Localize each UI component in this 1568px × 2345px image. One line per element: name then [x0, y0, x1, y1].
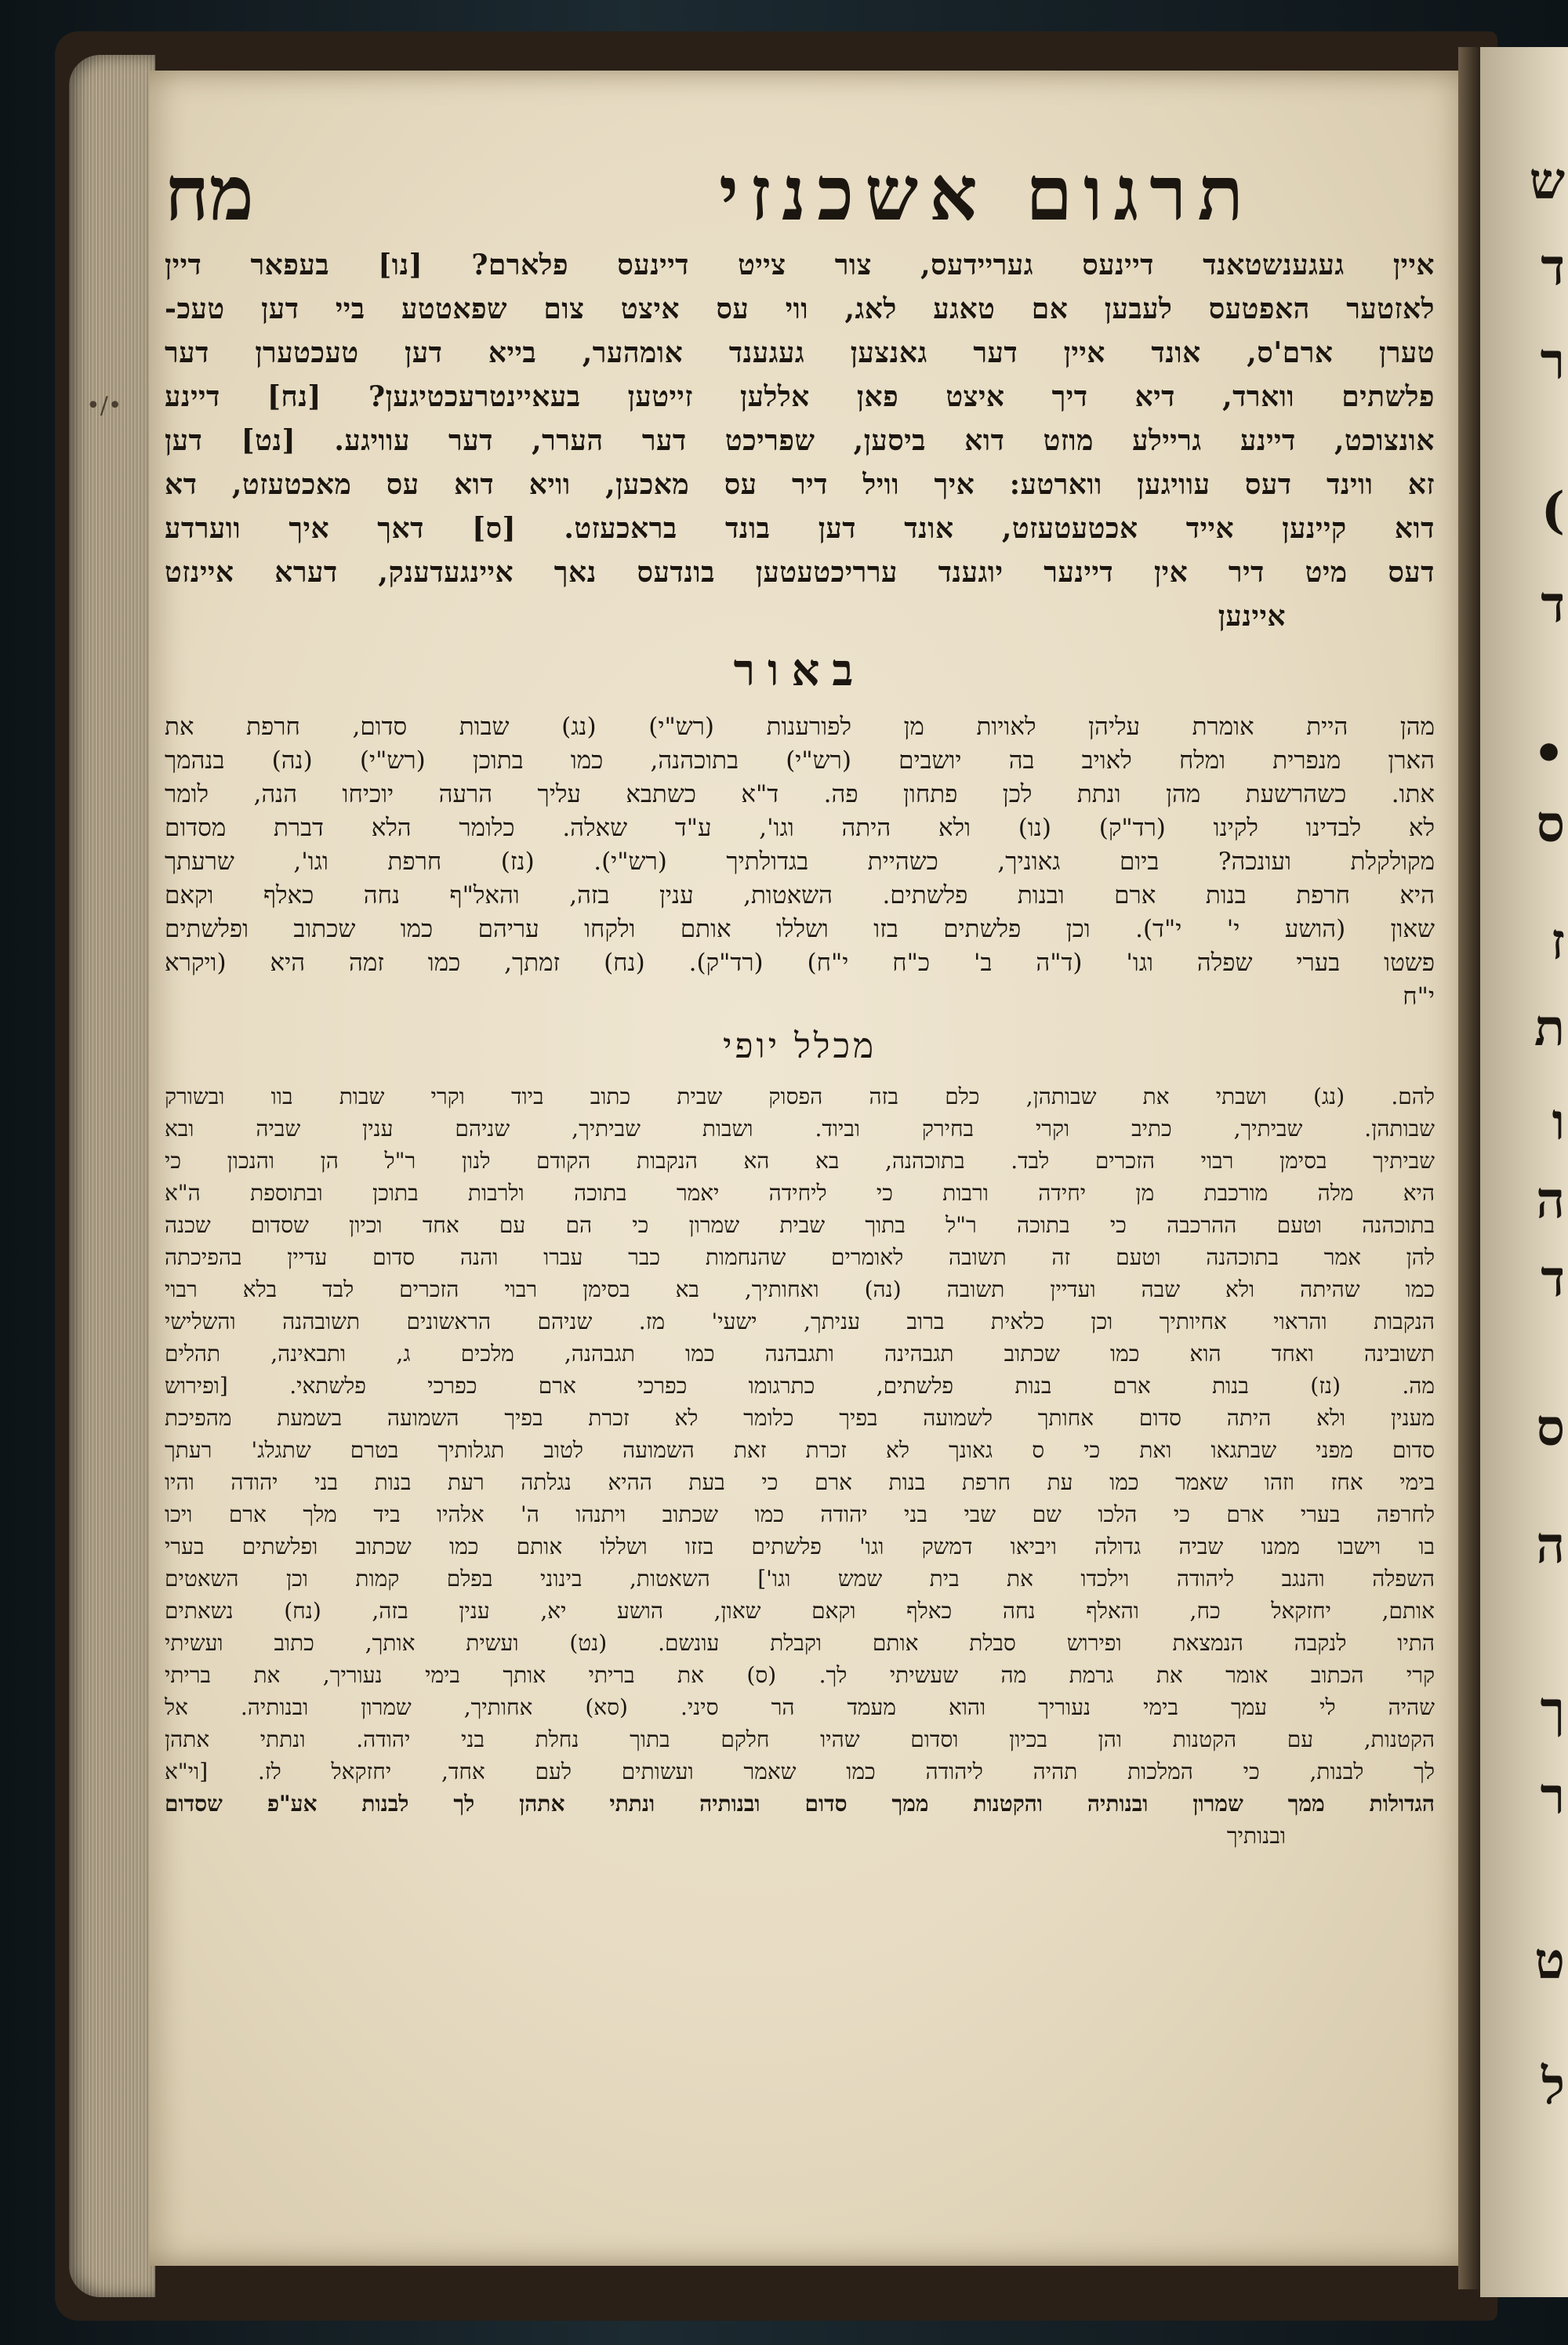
commentary-line: להם. (נג) ושבתי את שבותהן, כלם בזה הפסוק שבית כתוב ביוד וקרי שבות בוו ובשורק: [165, 1084, 1435, 1109]
biur-line: פשטו בערי שפלה וגו' (ד"ה ב' כ"ח י"ח) (רד"ק). (נח) זמתך, כמו זמה היא (ויקרא: [165, 949, 1435, 977]
biur-line: י"ח: [1403, 982, 1435, 1011]
biur-block: [165, 710, 1435, 1014]
translation-line: איין געגענשטאנד דיינעס געריידעס, צור צייט דיינעס פלארם? [נו] בעפאר דיין: [165, 249, 1435, 281]
facing-page-letter: ס: [1536, 795, 1565, 854]
commentary-line: תשובינה ואחד הוא כמו שכתוב תגבהינה ותגבהנה כמו תגבהנה, מלכים ג, ותבאינה, תהלים: [165, 1341, 1435, 1367]
facing-page-letter: ז: [1551, 913, 1565, 971]
folio-number: מח: [165, 149, 254, 238]
biur-line: שאון (הושע י' י"ד). וכן פלשתים בזו ושללו אותם ולקחו עריהם כמו שכתוב ופלשתים: [165, 915, 1435, 943]
commentary-line: הגדולות ממך שמרון ובנותיה והקטנות ממך סדום ובנותיה ונתתי אתהן לך לבנות אע"פ שסדום: [165, 1791, 1435, 1817]
biur-line: אתו. כשהרשעת מהן ונתת לכן פתחון פה. ד"א כשתבא עליך הרעה יוכיחו הנה, לומר: [165, 780, 1435, 808]
margin-annotation: •/•: [86, 392, 122, 419]
facing-page-letter: ד: [1541, 238, 1565, 297]
biur-line: הארן מנפרית ומלח לאויב בה יושבים (רש"י) בתוכהנה, כמו בתוכן (רש"י) (נה) בנהמך: [165, 746, 1435, 775]
commentary-line: כמו שהיתה ולא שבה ועדיין תשובה (נה) ואחותיך, בא בסימן רבוי הזכרים לבד בלא רבוי: [165, 1276, 1435, 1302]
mikhlal-yofi-block: [165, 1080, 1435, 1852]
facing-page-letter: ש: [1529, 152, 1565, 211]
commentary-line: הנקבות והראוי אחיותיך וכן כלאית ברוב עניתך, ישעי' מז. שניהם הראשונים תשובהנה והשלישי: [165, 1309, 1435, 1334]
commentary-line: אותם, יחזקאל כח, והאלף נחה כאלף וקאם שאון, הושע יא, ענין בזה, (נח) נשאתים: [165, 1598, 1435, 1624]
facing-page-letter: ): [1541, 481, 1565, 540]
commentary-line: סדום מפני שבתגאו ואת כי ס גאונך לא זכרת זאת השמועה לטוב תגלותיך בטרם שתגלג' רעתך: [165, 1437, 1435, 1463]
facing-page-letter: ד: [1541, 575, 1565, 634]
commentary-line: בתוכהנה וטעם ההרכבה כי בתוכה ר"ל בתוך שבית שמרון כי הם עם אחד וכיון שסדום שכנה: [165, 1212, 1435, 1238]
commentary-line: השפלה והנגב ליהודה וילכדו את בית שמש וגו'] השאטות, בינוני בפלם קמות וכן השאטים: [165, 1566, 1435, 1592]
commentary-line: בו וישבו ממנו שביה גדולה ויביאו דמשק וגו' פלשתים בזזו ושללו אותם כמו שכתוב ופלשתים בערי: [165, 1534, 1435, 1559]
translation-line: דעס מיט דיר אין דיינער יוגענד ערריכטעטען בונדעס נאך איינגעדענק, דערא איינזט: [165, 556, 1435, 589]
biur-heading: באור: [733, 644, 866, 696]
biur-line: לא לבדינו לקינו (רד"ק) (נו) ולא היתה וגו', ע"ד שאלה. כלומר הלא דברת מסדום: [165, 814, 1435, 842]
commentary-line: קרי הכתוב אומר את גרמת מה שעשיתי לך. (ס) את בריתי אותך בימי נעוריך, את בריתי: [165, 1662, 1435, 1688]
facing-page-letter: ל: [1541, 2057, 1565, 2116]
commentary-line: שביתיך בסימן רבוי הזכרים לבד. בתוכהנה, בא הא הנקבות הקודם לנון ר"ל הן והנכון כי: [165, 1148, 1435, 1174]
translation-block: [165, 243, 1435, 638]
facing-page-letter: ר: [1540, 1767, 1565, 1826]
running-title: תרגום אשכנזי: [719, 149, 1254, 238]
translation-line: אונצוכט, דיינע גריילע מוזט דוא ביסען, שפריכט דער הערר, דער עוויגע. [נט] דען: [165, 424, 1435, 457]
facing-page-letter: ה: [1536, 1516, 1565, 1575]
commentary-line: לך לבנות, כי המלכות תהיה ליהודה כמו שאמר ועשותים לעם אחד, יחזקאל לז. [וי"א: [165, 1759, 1435, 1784]
commentary-line: מענין ולא היתה סדום אחותך לשמועה בפיך כלומר לא זכרת בפיך השמועה בשמעת מהפיכת: [165, 1405, 1435, 1431]
facing-page-letter: ת: [1534, 999, 1565, 1058]
translation-line: פלשתים ווארד, דיא דיך איצט פאן אללען זייטען בעאיינטרעכטיגען? [נח] דיינע: [165, 380, 1435, 413]
commentary-line: לחרפה בערי ארם כי הלכו שם שבי בני יהודה כמו שכתוב ויתנהו ה' אלהיו ביד מלך ארם ויכו: [165, 1501, 1435, 1527]
commentary-line: התיו לנקבה הנמצאת ופירוש סבלת אותם וקבלת עונשם. (נט) ועשית אותך, כתוב ועשיתי: [165, 1630, 1435, 1656]
commentary-line: שבותהן. שביתיך, כתיב וקרי בחירק וביוד. ושבות שביתיך, שניהם ענין שביה ובא: [165, 1116, 1435, 1142]
facing-page-letter: ך: [1540, 1681, 1565, 1740]
commentary-line: היא מלה מורכבת מן יחידה ורבות כי ליחידה יאמר בתוכה ולרבות בתוכן ובתוספת ה"א: [165, 1180, 1435, 1206]
facing-page-letter: ד: [1541, 1250, 1565, 1309]
page-content: [165, 141, 1435, 1852]
translation-line: טערן ארם'ס, אונד איין דער גאנצען געגענד אומהער, בייא דען טעכטערן דער: [165, 336, 1435, 369]
commentary-line: מה. (נז) בנות ארם בנות פלשתים, כתרגומו כפרכי ארם כפרכי פלשתאי. [ופירוש: [165, 1373, 1435, 1399]
facing-page-letter: ה: [1536, 1171, 1565, 1230]
book-gutter: [1458, 47, 1480, 2289]
translation-line: דוא קיינען אייד אכטעטעזט, אונד דען בונד בראכעזט. [ס] דאך איך ווערדע: [165, 512, 1435, 545]
commentary-line: הקטנות, עם הקטנות והן בכיון וסדום שהיו חלקם בתוך נחלת בני יהודה. ונתתי אתהן: [165, 1726, 1435, 1752]
facing-page-letter: ט: [1534, 1932, 1565, 1991]
commentary-line: להן אמר בתוכהנה וטעם זה תשובה לאומרים שהנחמות כבר עברו והנה סדום עדיין בהפיכתה: [165, 1244, 1435, 1270]
commentary-line: בימי אחז וזהו שאמר כמו עת חרפת בנות ארם כי בעת ההיא נגלתה רעת בנות בני יהודה והיו: [165, 1469, 1435, 1495]
running-header: [165, 141, 1435, 243]
facing-page-letter: ו: [1552, 1093, 1565, 1152]
facing-page-letter: ס: [1536, 1399, 1565, 1457]
biur-line: מהן היית אומרת עליהן לאויות מן לפורענות (רש"י) (נג) שבות סדום, חרפת את: [165, 713, 1435, 741]
facing-page-edge: [1480, 47, 1568, 2297]
biur-line: היא חרפת בנות ארם ובנות פלשתים. השאטות, ענין בזה, והאל"ף נחה כאלף וקאם: [165, 881, 1435, 909]
translation-line: איינען: [1218, 600, 1286, 633]
mikhlal-yofi-heading: מכלל יופי: [722, 1026, 877, 1066]
page-edges: [69, 55, 155, 2297]
facing-page-letter: ר: [1540, 332, 1565, 391]
biur-line: מקולקלת ועונכה? ביום גאוניך, כשהיית בגדולתיך (רש"י). (נז) חרפת וגו', שרעתך: [165, 848, 1435, 876]
commentary-line: שהיה לי עמך בימי נעוריך והוא מעמד הר סיני. (סא) אחותיך, שמרון ובנותיה. אל: [165, 1694, 1435, 1720]
commentary-line: ובנותיך: [1226, 1823, 1286, 1849]
facing-page-letter: •: [1533, 724, 1565, 783]
translation-line: לאזטער האפטעס לעבען אם טאגע לאג, ווי עס איצט צום שפאטטע ביי דען טעכ-: [165, 292, 1435, 325]
translation-line: זא ווינד דעס עוויגען ווארטע: איך וויל דיר עס מאכען, וויא דוא עס מאכטעזט, דא: [165, 468, 1435, 501]
